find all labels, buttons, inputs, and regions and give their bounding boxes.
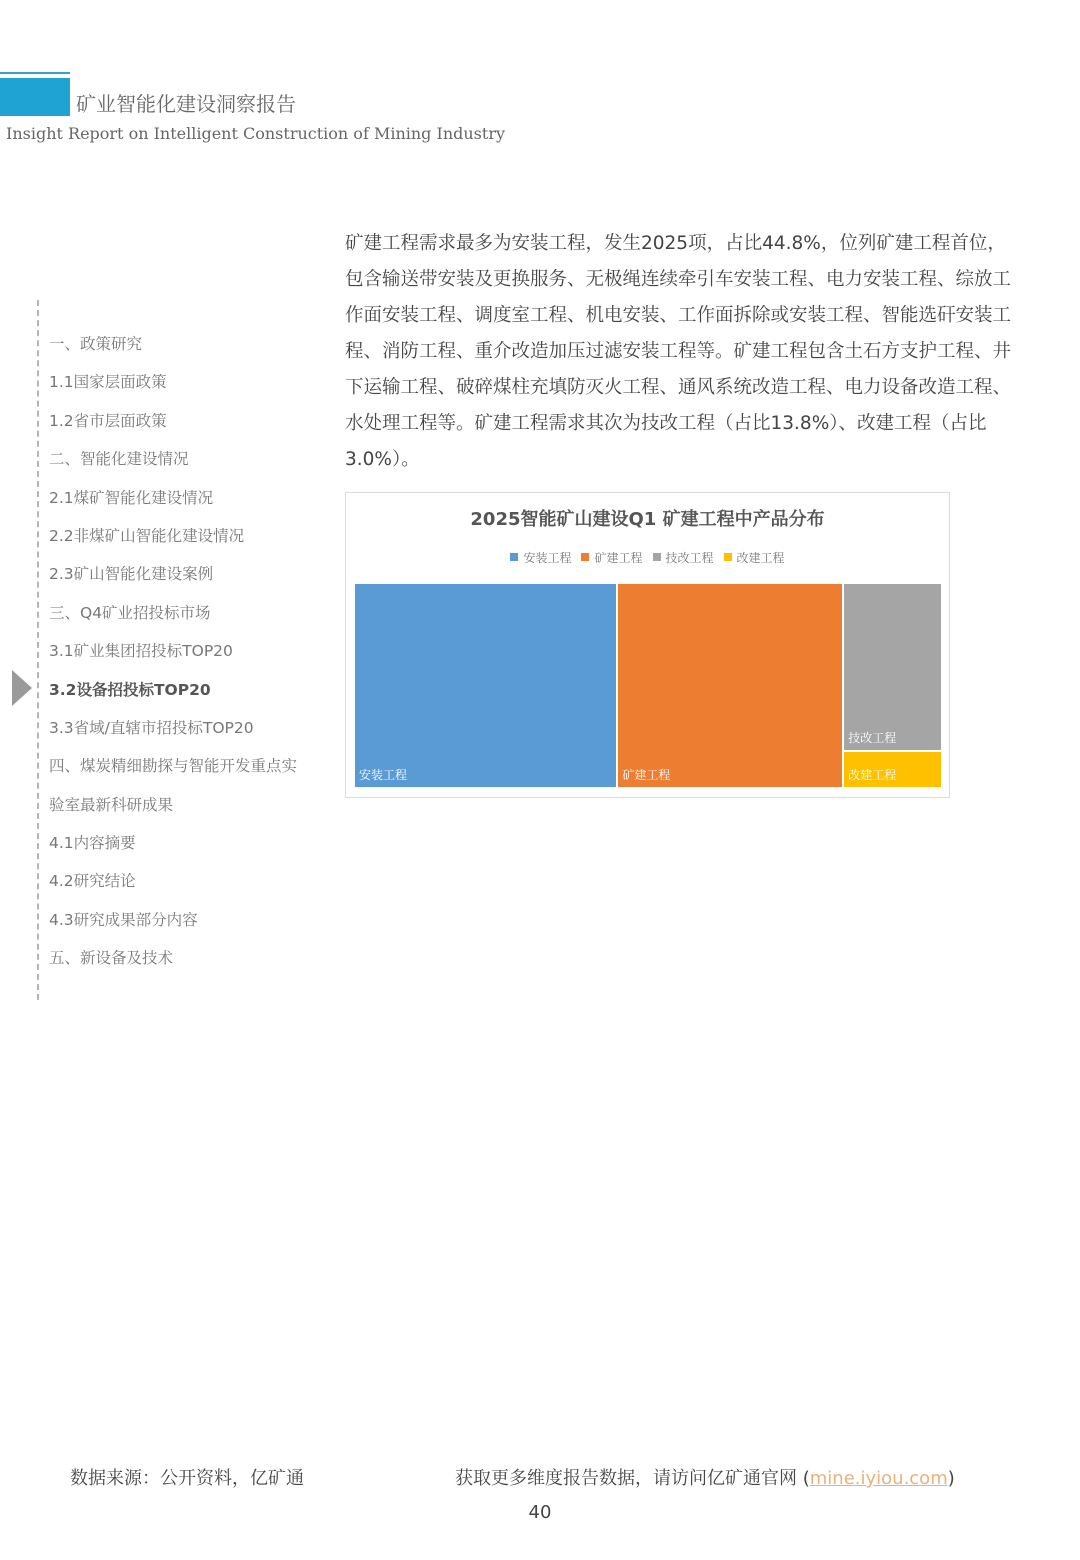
toc-item[interactable]: 4.2研究结论 (49, 872, 136, 891)
header-accent-block (0, 78, 70, 116)
toc-item[interactable]: 验室最新科研成果 (49, 795, 174, 814)
toc-item[interactable]: 1.1国家层面政策 (49, 373, 167, 392)
treemap-tile (617, 583, 843, 788)
toc-item[interactable]: 4.3研究成果部分内容 (49, 910, 198, 929)
toc-item[interactable]: 2.2非煤矿山智能化建设情况 (49, 526, 245, 545)
report-title: 矿业智能化建设洞察报告 (76, 92, 296, 116)
tile-label: 矿建工程 (622, 768, 671, 782)
toc-item[interactable]: 3.3省域/直辖市招投标TOP20 (49, 718, 254, 737)
tile-label: 改建工程 (848, 767, 897, 782)
legend-swatch (510, 553, 518, 561)
toc-item[interactable]: 三、Q4矿业招投标市场 (49, 603, 211, 622)
legend-item (724, 549, 785, 566)
toc-item[interactable]: 3.2设备招投标TOP20 (49, 680, 211, 699)
page-number: 40 (528, 1502, 552, 1523)
legend-swatch (581, 553, 589, 561)
treemap-tile (843, 751, 942, 788)
tile-label: 技改工程 (848, 731, 897, 746)
tile-label: 安装工程 (359, 768, 408, 782)
chart-legend (346, 549, 949, 566)
triangle-right-icon (12, 670, 32, 706)
legend-label: 改建工程 (736, 551, 785, 565)
legend-label: 技改工程 (665, 551, 714, 565)
legend-swatch (724, 553, 732, 561)
toc-item[interactable]: 2.1煤矿智能化建设情况 (49, 488, 214, 507)
toc-item[interactable]: 2.3矿山智能化建设案例 (49, 565, 214, 584)
legend-swatch (653, 553, 661, 561)
legend-item (581, 549, 642, 566)
body-paragraph: 矿建工程需求最多为安装工程，发生2025项，占比44.8%，位列矿建工程首位，包含输送带安装及更换服务、无极绳连续牵引车安装工程、电力安装工程、综放工作面安装工程、调度室工程、机电安装、工作面拆除或安装工程、智能选矸安装工程、消防工程、重介改造加压过滤安装工程等。矿建工程包含土石方支护工程、井下运输工程、破碎煤柱充填防灭火工程、通风系统改造工程、电力设备改造工程、水处理工程等。矿建工程需求其次为技改工程（占比13.8%）、改建工程（占比3.0%）。 (345, 233, 1012, 470)
toc-item[interactable]: 五、新设备及技术 (49, 949, 174, 968)
legend-label: 安装工程 (523, 551, 572, 565)
report-subtitle: Insight Report on Intelligent Construction of Mining Industry (6, 124, 505, 143)
toc-item[interactable]: 1.2省市层面政策 (49, 411, 167, 430)
header-accent-line (0, 72, 70, 74)
toc-item[interactable]: 4.1内容摘要 (49, 834, 136, 853)
website-link[interactable]: mine.iyiou.com (809, 1468, 948, 1489)
legend-item (653, 549, 714, 566)
toc-item[interactable]: 一、政策研究 (49, 335, 143, 353)
toc-dashed-line (37, 300, 39, 1000)
footer-more-info (455, 1464, 955, 1490)
data-source: 数据来源：公开资料，亿矿通 (70, 1468, 304, 1489)
treemap-tile (843, 583, 942, 751)
treemap-chart (345, 492, 950, 798)
table-of-contents (49, 331, 324, 984)
treemap-area (354, 583, 942, 788)
legend-label: 矿建工程 (594, 551, 643, 565)
treemap-tile (354, 583, 617, 788)
toc-item[interactable]: 二、智能化建设情况 (49, 450, 189, 469)
toc-item[interactable]: 3.1矿业集团招投标TOP20 (49, 642, 233, 661)
footer-more-prefix: 获取更多维度报告数据，请访问亿矿通官网 ( (455, 1468, 810, 1489)
footer-more-suffix: ) (947, 1468, 955, 1489)
toc-item[interactable]: 四、煤炭精细勘探与智能开发重点实 (49, 757, 298, 776)
chart-title: 2025智能矿山建设Q1 矿建工程中产品分布 (470, 509, 825, 530)
legend-item (510, 549, 571, 566)
